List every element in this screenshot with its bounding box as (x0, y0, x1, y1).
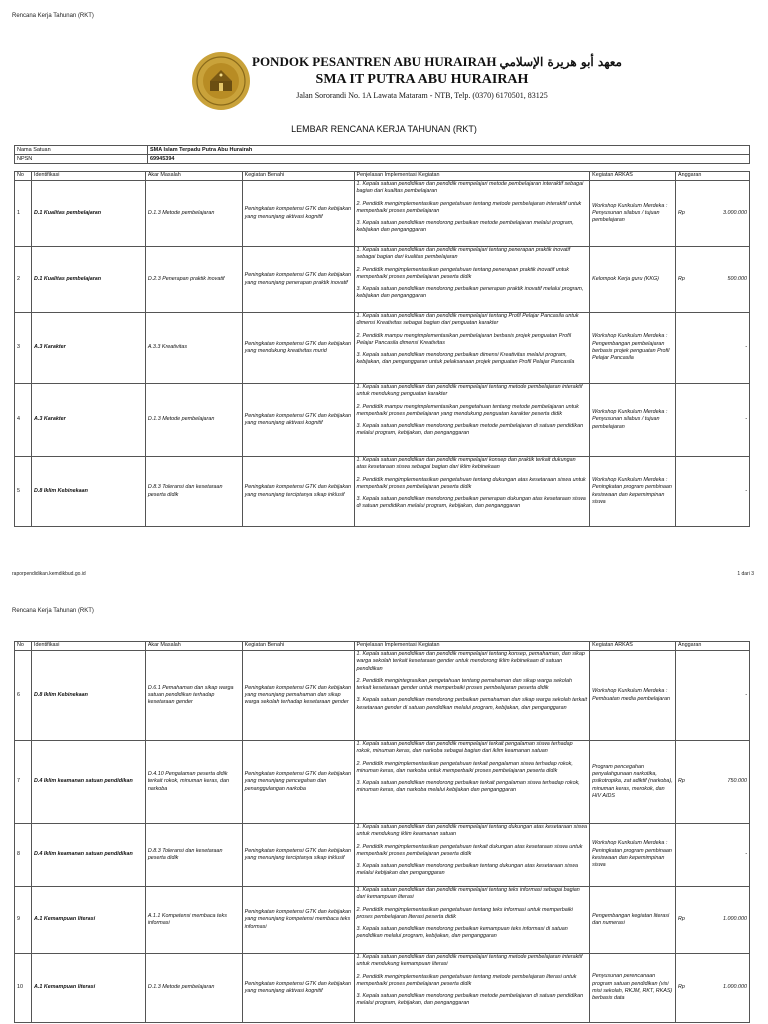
table-row (15, 824, 750, 887)
row-kegiatan-arkas: Workshop Kurikulum Merdeka : Peningkatan program pembinaan kesiswaan dan kepemimpinan siswa (590, 824, 676, 887)
penjelasan-step: 3. Kepala satuan pendidikan mendorong perbaikan dimensi Kreativitas melalui program, kebijakan, dan penganggaran untuk pelaksanaan projek penguatan Profil Pelajar Pancasila (356, 352, 575, 366)
row-kegiatan-benahi: Peningkatan kompetensi GTK dan kebijakan yang menunjang aktivasi kognitif (242, 181, 354, 247)
row-akar-masalah: D.1.3 Metode pembelajaran (145, 384, 242, 457)
row-anggaran (676, 247, 750, 313)
row-akar-masalah: A.3.3 Kreativitas (145, 313, 242, 384)
table-row (15, 313, 750, 384)
col-header-kegiatan-benahi: Kegiatan Benahi (242, 642, 354, 651)
row-kegiatan-benahi: Peningkatan kompetensi GTK dan kebijakan yang menunjang aktivasi kognitif (242, 954, 354, 1023)
penjelasan-step: 2. Pendidik mengimplementasikan pengetahuan tentang teks informasi untuk memperbaiki proses pembelajaran literasi peserta didik (356, 906, 573, 920)
row-anggaran (676, 457, 750, 527)
row-anggaran (676, 887, 750, 954)
penjelasan-step: 2. Pendidik mengimplementasikan pengetahuan tentang penerapan praktik inovatif untuk memperbaiki proses pembelajaran peserta didik (356, 266, 569, 280)
currency-label: Rp (678, 778, 685, 785)
row-kegiatan-benahi: Peningkatan kompetensi GTK dan kebijakan yang menunjang terciptanya sikap inklusif (242, 824, 354, 887)
table-row (15, 384, 750, 457)
row-no: 9 (15, 887, 32, 954)
row-no: 6 (15, 651, 32, 741)
row-anggaran (676, 651, 750, 741)
penjelasan-step: 1. Kepala satuan pendidikan dan pendidik mempelajari terkait pengalaman siswa terhadap rokok, minuman keras, dan narkoba sebagai bagian dari iklim keamanan satuan (356, 741, 573, 755)
row-anggaran (676, 741, 750, 824)
col-header-akar-masalah: Akar Masalah (145, 172, 242, 181)
row-identifikasi: A.1 Kemampuan literasi (31, 954, 145, 1023)
row-kegiatan-arkas: Penyusunan perencanaan program satuan pendidikan (visi misi sekolah, RKJM, RKT, RKAS) berbasis data (590, 954, 676, 1023)
row-no: 2 (15, 247, 32, 313)
amount-value: 500.000 (727, 275, 747, 282)
col-header-anggaran: Anggaran (676, 642, 750, 651)
amount-value: - (745, 344, 747, 351)
row-no: 5 (15, 457, 32, 527)
table-header-row (15, 172, 750, 181)
row-penjelasan (354, 313, 590, 384)
row-kegiatan-arkas: Pengembangan kegiatan literasi dan numerasi (590, 887, 676, 954)
row-penjelasan (354, 457, 590, 527)
penjelasan-step: 2. Pendidik mengimplementasikan pengetahuan terkait pengalaman siswa terhadap rokok, minuman keras, dan narkoba untuk memperbaiki proses pembelajaran peserta didik (356, 760, 573, 774)
col-header-kegiatan-benahi: Kegiatan Benahi (242, 172, 354, 181)
penjelasan-step: 1. Kepala satuan pendidikan dan pendidik mempelajari konsep dan praktik terkait dukungan atas kesetaraan siswa sebagai bagian dari iklim kebinekaan (356, 457, 576, 471)
letterhead (190, 50, 622, 105)
col-header-no: No (15, 172, 32, 181)
table-row (15, 651, 750, 741)
row-penjelasan (354, 181, 590, 247)
letterhead-name: PONDOK PESANTREN ABU HURAIRAH (252, 54, 497, 69)
penjelasan-step: 1. Kepala satuan pendidikan dan pendidik mempelajari tentang dukungan atas kesetaraan siswa untuk mendukung iklim keamanan satuan (356, 824, 587, 838)
row-kegiatan-benahi: Peningkatan kompetensi GTK dan kebijakan yang menunjang pemahaman dan sikap warga sekolah terhadap kesetaraan gender (242, 651, 354, 741)
penjelasan-step: 2. Pendidik mengimplementasikan pengetahuan tentang metode pembelajaran interaktif untuk memperbaiki proses pembelajaran (356, 200, 582, 214)
row-akar-masalah: D.8.3 Toleransi dan kesetaraan peserta didik (145, 457, 242, 527)
row-anggaran (676, 384, 750, 457)
row-no: 3 (15, 313, 32, 384)
row-identifikasi: D.1 Kualitas pembelajaran (31, 247, 145, 313)
table-row (15, 457, 750, 527)
row-identifikasi: D.4 Iklim keamanan satuan pendidikan (31, 741, 145, 824)
table-row (15, 247, 750, 313)
amount-value: 1.000.000 (723, 984, 747, 991)
penjelasan-step: 2. Pendidik mampu mengimplementasikan pengetahuan tentang metode pembelajaran untuk memperbaiki proses pembelajaran yang mendukung penguatan karakter peserta didik (356, 403, 579, 417)
penjelasan-step: 2. Pendidik mengimplementasikan pengetahuan tentang dukungan atas kesetaraan siswa untuk memperbaiki proses pembelajaran peserta didik (356, 476, 586, 490)
row-kegiatan-arkas: Kelompok Kerja guru (KKG) (590, 247, 676, 313)
row-kegiatan-benahi: Peningkatan kompetensi GTK dan kebijakan yang mendukung kreativitas murid (242, 313, 354, 384)
row-kegiatan-arkas: Workshop Kurikulum Merdeka : Penyusunan silabus / tujuan pembelajaran (590, 181, 676, 247)
amount-value: 3.000.000 (723, 209, 747, 216)
row-identifikasi: A.1 Kemampuan literasi (31, 887, 145, 954)
row-akar-masalah: D.4.10 Pengalaman peserta didik terkait rokok, minuman keras, dan narkoba (145, 741, 242, 824)
row-penjelasan (354, 741, 590, 824)
penjelasan-step: 2. Pendidik mampu mengimplementasikan pembelajaran berbasis projek penguatan Profil Pelajar Pancasila dimensi Kreativitas (356, 332, 572, 346)
row-penjelasan (354, 247, 590, 313)
row-no: 1 (15, 181, 32, 247)
row-akar-masalah: D.1.3 Metode pembelajaran (145, 954, 242, 1023)
currency-label: Rp (678, 275, 685, 282)
col-header-penjelasan: Penjelasan Implementasi Kegiatan (354, 172, 590, 181)
letterhead-address: Jalan Sororandi No. 1A Lawata Mataram - NTB, Telp. (0370) 6170501, 83125 (296, 91, 548, 100)
document-title: LEMBAR RENCANA KERJA TAHUNAN (RKT) (291, 124, 477, 134)
penjelasan-step: 1. Kepala satuan pendidikan dan pendidik mempelajari tentang metode pembelajaran interaktif untuk mendukung kemampuan literasi (356, 954, 583, 968)
amount-value: - (745, 691, 747, 698)
page-header-title: Rencana Kerja Tahunan (RKT) (12, 13, 94, 19)
col-header-akar-masalah: Akar Masalah (145, 642, 242, 651)
col-header-penjelasan: Penjelasan Implementasi Kegiatan (354, 642, 590, 651)
school-info-table (14, 145, 750, 164)
row-kegiatan-benahi: Peningkatan kompetensi GTK dan kebijakan yang menunjang kompetensi membaca teks informasi (242, 887, 354, 954)
col-header-identifikasi: Identifikasi (31, 172, 145, 181)
row-identifikasi: D.1 Kualitas pembelajaran (31, 181, 145, 247)
nama-satuan-value: SMA Islam Terpadu Putra Abu Hurairah (148, 146, 750, 155)
row-anggaran (676, 954, 750, 1023)
footer-source: raporpendidikan.kemdikbud.go.id (12, 571, 86, 577)
row-penjelasan (354, 651, 590, 741)
rkt-table-page-1 (14, 171, 750, 527)
row-kegiatan-arkas: Workshop Kurikulum Merdeka : Peningkatan program pembinaan kesiswaan dan kepemimpinan siswa (590, 457, 676, 527)
currency-label: Rp (678, 916, 685, 923)
row-penjelasan (354, 887, 590, 954)
letterhead-arabic-name: معهد أبو هريرة الإسلامي (499, 55, 622, 69)
row-kegiatan-arkas: Workshop Kurikulum Merdeka : Pembuatan media pembelajaran (590, 651, 676, 741)
penjelasan-step: 1. Kepala satuan pendidikan dan pendidik mempelajari tentang teks informasi sebagai bagian dari kemampuan literasi (356, 887, 580, 901)
row-kegiatan-benahi: Peningkatan kompetensi GTK dan kebijakan yang menunjang pencegahan dan penanggulangan narkoba (242, 741, 354, 824)
row-anggaran (676, 824, 750, 887)
penjelasan-step: 2. Pendidik mengimplementasikan pengetahuan tentang metode pembelajaran literasi untuk memperbaiki proses pembelajaran peserta didik (356, 973, 577, 987)
row-kegiatan-arkas: Program pencegahan penyalahgunaan narkotika, psikotropika, zat adiktif (narkoba), minuman keras, merokok, dan HIV AIDS (590, 741, 676, 824)
penjelasan-step: 3. Kepala satuan pendidikan mendorong perbaikan kemampuan teks informasi di satuan pendidikan melalui program, kebijakan, dan penganggaran (356, 926, 568, 940)
footer-page-number: 1 dari 3 (737, 571, 754, 577)
col-header-no: No (15, 642, 32, 651)
amount-value: - (745, 851, 747, 858)
row-identifikasi: D.8 Iklim Kebinekaan (31, 457, 145, 527)
row-penjelasan (354, 824, 590, 887)
row-no: 7 (15, 741, 32, 824)
table-row (15, 954, 750, 1023)
school-seal-logo (190, 50, 252, 112)
row-akar-masalah: D.8.3 Toleransi dan kesetaraan peserta didik (145, 824, 242, 887)
row-penjelasan (354, 384, 590, 457)
amount-value: - (745, 487, 747, 494)
row-no: 4 (15, 384, 32, 457)
row-kegiatan-benahi: Peningkatan kompetensi GTK dan kebijakan yang menunjang terciptanya sikap inklusif (242, 457, 354, 527)
penjelasan-step: 2. Pendidik mengintegrasikan pengetahuan tentang pemahaman dan sikap warga sekolah terkait kesetaraan gender untuk memperbaiki proses pembelajaran peserta didik (356, 677, 572, 692)
table-header-row (15, 642, 750, 651)
row-identifikasi: D.4 Iklim keamanan satuan pendidikan (31, 824, 145, 887)
npsn-label: NPSN (15, 155, 148, 164)
row-kegiatan-benahi: Peningkatan kompetensi GTK dan kebijakan yang menunjang penerapan praktik inovatif (242, 247, 354, 313)
row-identifikasi: A.3 Karakter (31, 384, 145, 457)
row-no: 8 (15, 824, 32, 887)
penjelasan-step: 3. Kepala satuan pendidikan mendorong perbaikan terkait pengalaman siswa terhadap rokok, minuman keras, dan narkoba melalui kebijakan dan penganggaran (356, 780, 580, 794)
col-header-identifikasi: Identifikasi (31, 642, 145, 651)
amount-value: - (745, 416, 747, 423)
col-header-anggaran: Anggaran (676, 172, 750, 181)
penjelasan-step: 1. Kepala satuan pendidikan dan pendidik mempelajari tentang metode pembelajaran interaktif untuk mendukung penguatan karakter (356, 384, 583, 398)
penjelasan-step: 3. Kepala satuan pendidikan mendorong perbaikan pemahaman dan sikap warga sekolah terkait kesetaraan gender di satuan pendidikan melalui program, kebijakan, dan penganggaran (356, 697, 587, 711)
page-header-title-2: Rencana Kerja Tahunan (RKT) (12, 608, 94, 614)
penjelasan-step: 1. Kepala satuan pendidikan dan pendidik mempelajari tentang konsep, pemahaman, dan sikap warga sekolah terkait kesetaraan gender untuk mendorong iklim kebinekaan di satuan pendidikan (356, 651, 585, 672)
currency-label: Rp (678, 984, 685, 991)
row-kegiatan-benahi: Peningkatan kompetensi GTK dan kebijakan yang menunjang aktivasi kognitif (242, 384, 354, 457)
currency-label: Rp (678, 209, 685, 216)
row-akar-masalah: D.1.3 Metode pembelajaran (145, 181, 242, 247)
row-kegiatan-arkas: Workshop Kurikulum Merdeka : Pengembangan pembelajaran berbasis projek penguatan Profil Pelajar Pancasila (590, 313, 676, 384)
amount-value: 1.000.000 (723, 916, 747, 923)
letterhead-school: SMA IT PUTRA ABU HURAIRAH (315, 72, 529, 87)
col-header-kegiatan-arkas: Kegiatan ARKAS (590, 172, 676, 181)
row-penjelasan (354, 954, 590, 1023)
penjelasan-step: 1. Kepala satuan pendidikan dan pendidik mempelajari tentang penerapan praktik inovatif sebagai bagian dari kualitas pembelajaran (356, 247, 571, 261)
penjelasan-step: 3. Kepala satuan pendidikan mendorong perbaikan metode pembelajaran di satuan pendidikan melalui program, kebijakan, dan penganggaran (356, 993, 584, 1007)
penjelasan-step: 3. Kepala satuan pendidikan mendorong perbaikan metode pembelajaran di satuan pendidikan melalui program, kebijakan, dan penganggaran (356, 423, 584, 437)
rkt-table-page-2 (14, 641, 750, 1023)
nama-satuan-label: Nama Satuan (15, 146, 148, 155)
penjelasan-step: 3. Kepala satuan pendidikan mendorong perbaikan penerapan praktik inovatif melalui program, kebijakan dan penganggaran (356, 286, 584, 300)
row-akar-masalah: A.1.1 Kompetensi membaca teks informasi (145, 887, 242, 954)
row-no: 10 (15, 954, 32, 1023)
row-kegiatan-arkas: Workshop Kurikulum Merdeka : Penyusunan silabus / tujuan pembelajaran (590, 384, 676, 457)
npsn-value: 69945394 (148, 155, 750, 164)
table-row (15, 741, 750, 824)
row-identifikasi: A.3 Karakter (31, 313, 145, 384)
penjelasan-step: 1. Kepala satuan pendidikan dan pendidik mempelajari tentang Profil Pelajar Pancasila untuk dimensi Kreativitas sebagai bagian dari penguatan karakter (356, 313, 579, 327)
table-row (15, 887, 750, 954)
penjelasan-step: 3. Kepala satuan pendidikan mendorong perbaikan metode pembelajaran melalui program, kebijakan dan penganggaran (356, 220, 574, 234)
penjelasan-step: 3. Kepala satuan pendidikan mendorong perbaikan penerapan dukungan atas kesetaraan siswa di satuan pendidikan melalui program, kebijakan, dan penganggaran (356, 496, 586, 510)
row-anggaran (676, 181, 750, 247)
row-identifikasi: D.8 Iklim Kebinekaan (31, 651, 145, 741)
penjelasan-step: 2. Pendidik mengimplementasikan pengetahuan terkait dukungan atas kesetaraan siswa untuk memperbaiki proses pembelajaran peserta didik (356, 843, 583, 857)
row-akar-masalah: D.6.1 Pemahaman dan sikap warga satuan pendidikan terhadap kesetaraan gender (145, 651, 242, 741)
table-row (15, 181, 750, 247)
row-anggaran (676, 313, 750, 384)
row-akar-masalah: D.2.3 Penerapan praktik inovatif (145, 247, 242, 313)
penjelasan-step: 3. Kepala satuan pendidikan mendorong perbaikan tentang dukungan atas kesetaraan siswa melalui kebijakan dan penganggaran (356, 863, 578, 877)
penjelasan-step: 1. Kepala satuan pendidikan dan pendidik mempelajari metode pembelajaran interaktif sebagai bagian dari kualitas pembelajaran (356, 181, 584, 195)
amount-value: 750.000 (727, 778, 747, 785)
col-header-kegiatan-arkas: Kegiatan ARKAS (590, 642, 676, 651)
